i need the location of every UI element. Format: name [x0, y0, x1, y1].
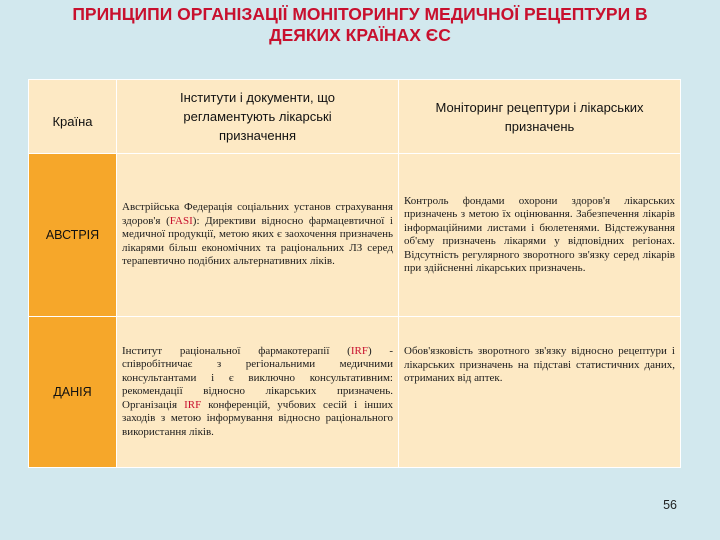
title-line-2: ДЕЯКИХ КРАЇНАХ ЄС — [269, 25, 451, 45]
title-line-1: ПРИНЦИПИ ОРГАНІЗАЦІЇ МОНІТОРИНГУ МЕДИЧНОЇ РЕЦЕПТУРИ В — [72, 4, 648, 24]
header-monitoring: Моніторинг рецептури і лікарських призначень — [399, 80, 681, 154]
monitoring-cell-austria: Контроль фондами охорони здоров'я лікарських призначень з метою їх оцінювання. Забезпечення лікарів інформаційними листами і бюлетенями. Відстежування об'єму призначень лікарями у відповідних регіонах. Відсутність регулярного зворотного зв'язку серед лікарів при здійсненні лікарських призначень. — [399, 154, 681, 317]
page-title — [0, 4, 720, 46]
org-abbr-irf: IRF — [350, 344, 368, 357]
institutions-cell-austria: Австрійська Федерація соціальних установ страхування здоров'я (FASI): Директиви відносно фармацевтичної і медичної продукції, метою яких є заохочення призначень лікарями більш економічних та раціональних ЛЗ серед терапевтично подібних альтернативних ліків. — [117, 154, 399, 317]
country-cell-austria: АВСТРІЯ — [29, 154, 117, 317]
page-number: 56 — [663, 498, 677, 512]
org-abbr-irf-2: IRF — [184, 398, 202, 411]
table-row-austria — [29, 154, 681, 317]
header-country: Країна — [29, 80, 117, 154]
org-abbr-fasi: FASI — [169, 214, 193, 227]
table-row-denmark — [29, 317, 681, 468]
principles-table — [28, 79, 681, 468]
monitoring-cell-denmark: Обов'язковість зворотного зв'язку відносно рецептури і лікарських призначень на підставі статистичних даних, отриманих від аптек. — [399, 317, 681, 468]
table-header-row — [29, 80, 681, 154]
institutions-cell-denmark: Інститут раціональної фармакотерапії (IRF) - співробітничає з регіональними медичними консультантами і є виключно консультативним: рекомендації відносно лікарських призначень. Організація IRF конференцій, учбових сесій і інших заходів з метою інформування відносно раціонального використання ліків. — [117, 317, 399, 468]
header-institutions: Інститути і документи, що регламентують лікарські призначення — [117, 80, 399, 154]
country-cell-denmark: ДАНІЯ — [29, 317, 117, 468]
